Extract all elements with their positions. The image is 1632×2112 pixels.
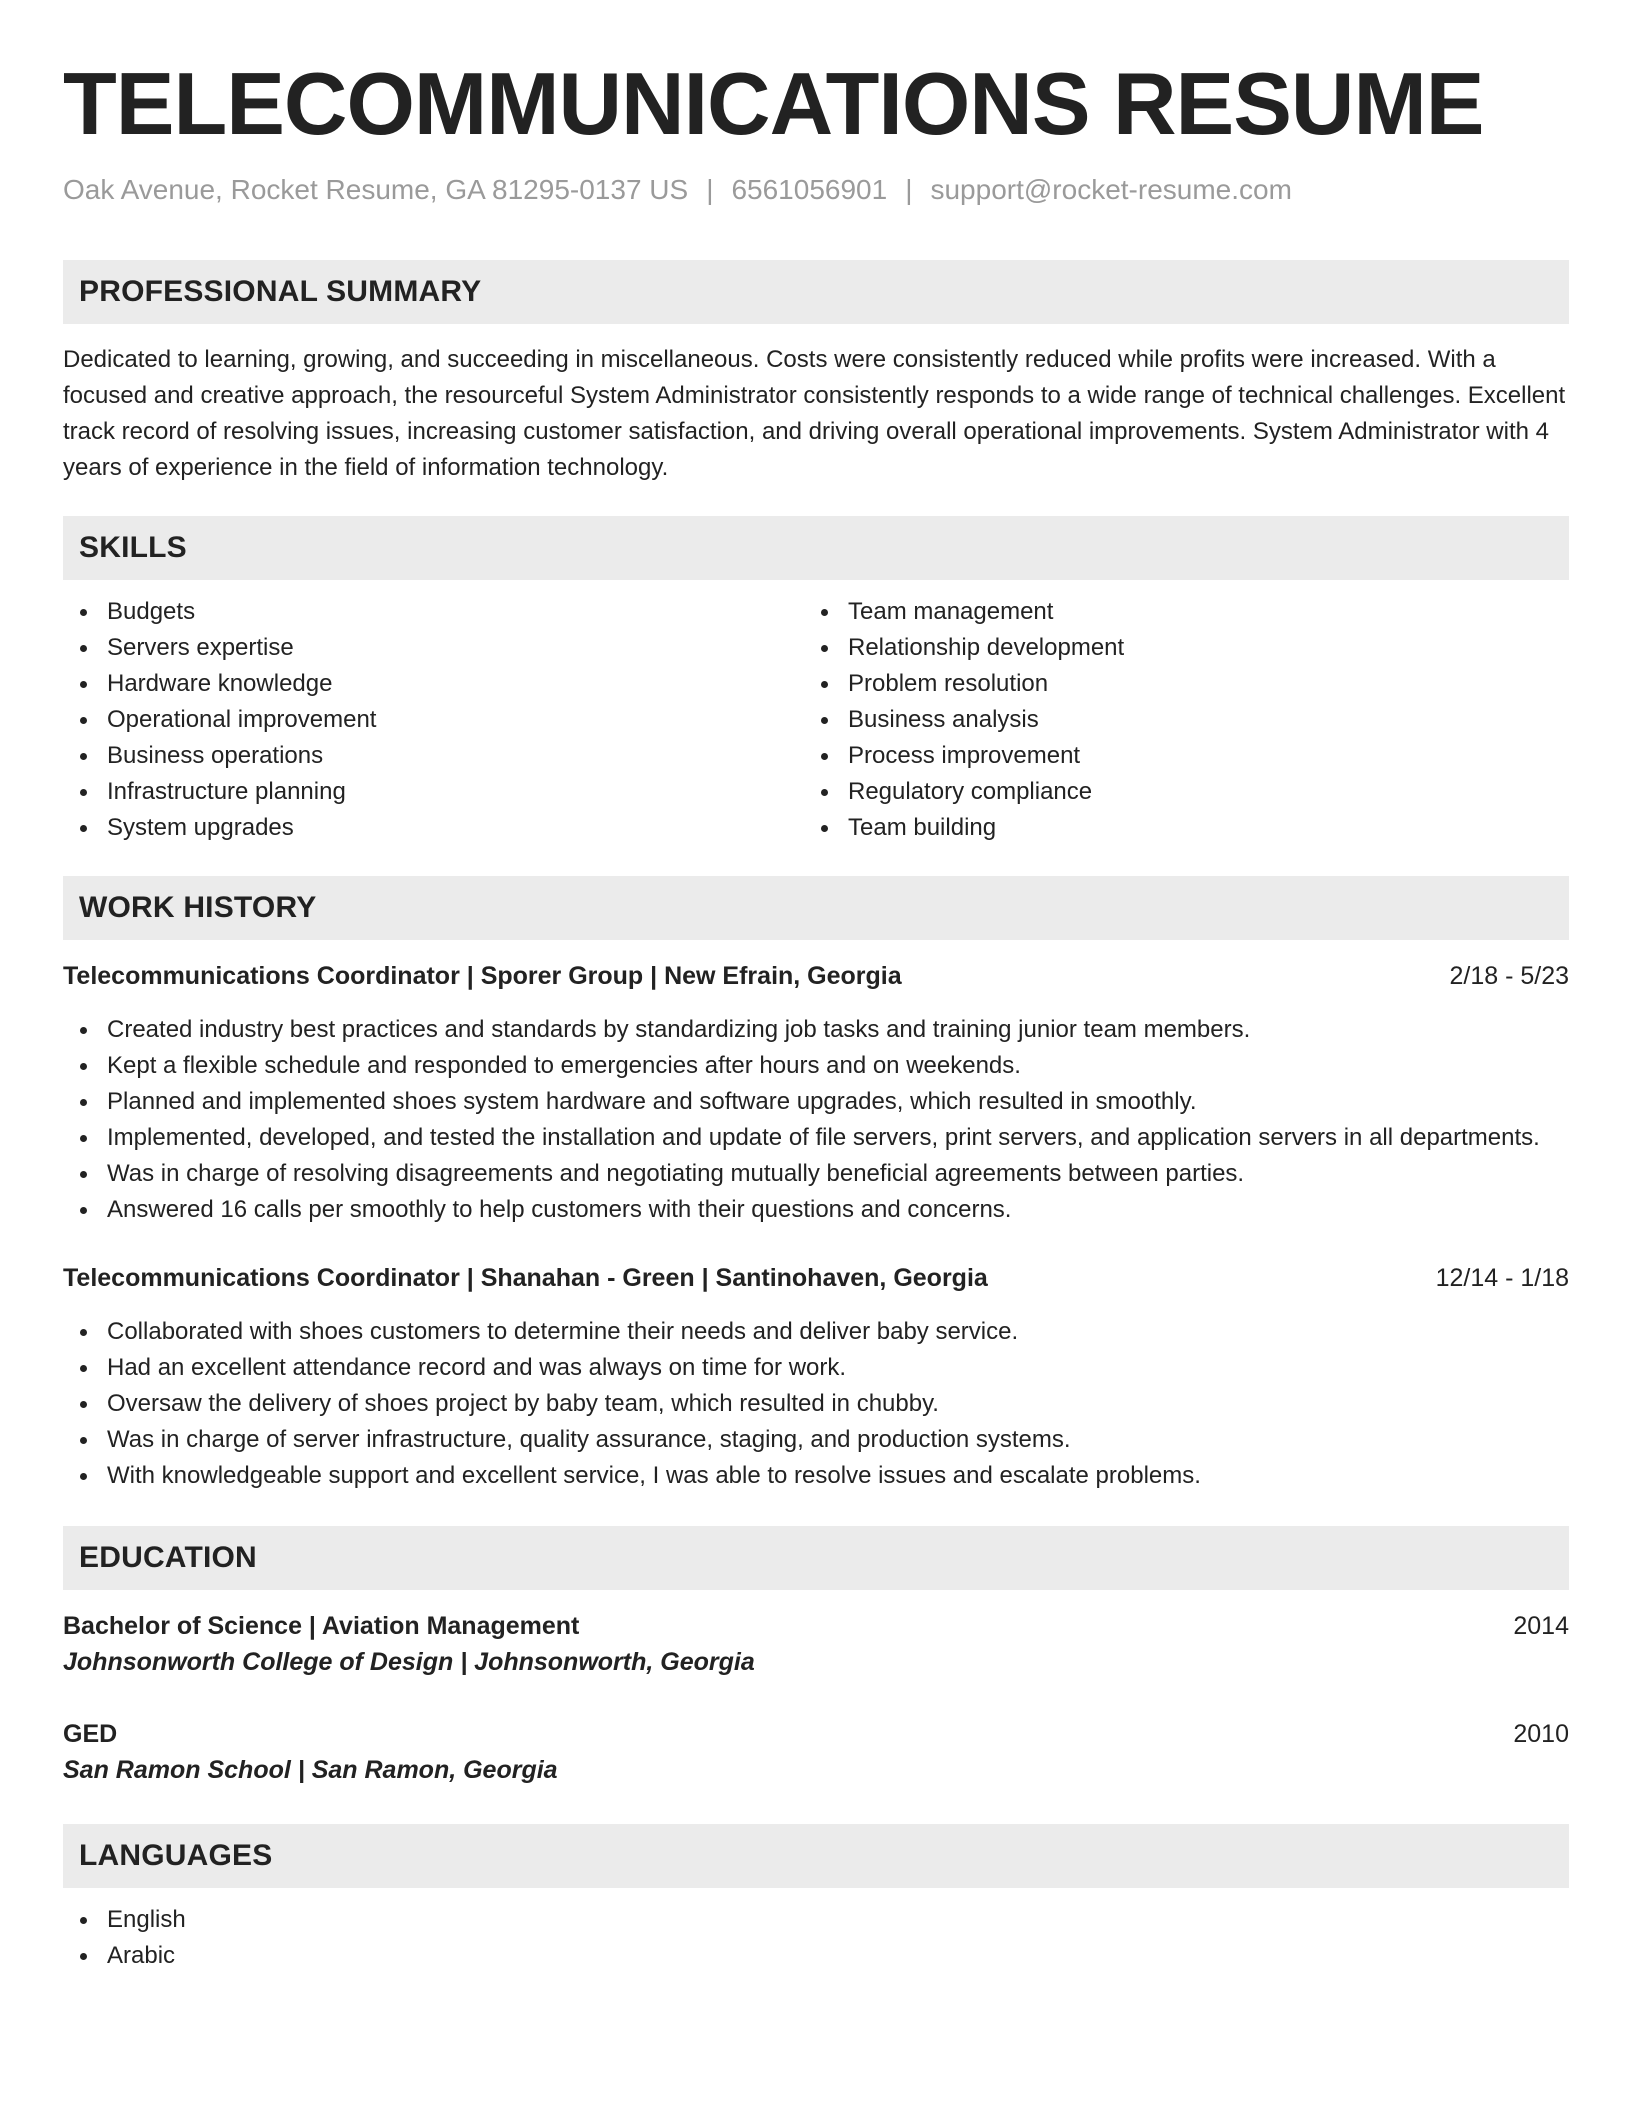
education-school: Johnsonworth College of Design | Johnsonworth, Georgia xyxy=(63,1648,755,1676)
job-bullet: Was in charge of server infrastructure, quality assurance, staging, and production systems. xyxy=(63,1422,1569,1458)
contact-separator: | xyxy=(706,174,714,205)
skills-heading: SKILLS xyxy=(63,516,1569,580)
education-heading: EDUCATION xyxy=(63,1526,1569,1590)
education-degree: Bachelor of Science | Aviation Management xyxy=(63,1612,580,1640)
skills-grid xyxy=(63,594,1569,846)
education-school: San Ramon School | San Ramon, Georgia xyxy=(63,1756,558,1784)
job-bullet: Collaborated with shoes customers to determine their needs and deliver baby service. xyxy=(63,1314,1569,1350)
job-entry xyxy=(63,958,1569,1228)
skill-item: Problem resolution xyxy=(804,666,1545,702)
skill-item: Business operations xyxy=(63,738,804,774)
language-item: Arabic xyxy=(63,1938,1569,1974)
job-header xyxy=(63,1260,1569,1296)
languages-list xyxy=(63,1902,1569,1974)
summary-heading: PROFESSIONAL SUMMARY xyxy=(63,260,1569,324)
summary-text: Dedicated to learning, growing, and succeeding in miscellaneous. Costs were consistently reduced while profits were increased. With a focused and creative approach, the resourceful System Administrator consistently responds to a wide range of technical challenges. Excellent track record of resolving issues, increasing customer satisfaction, and driving overall operational improvements. System Administrator with 4 years of experience in the field of information technology. xyxy=(63,346,1566,481)
contact-phone: 6561056901 xyxy=(731,174,888,205)
skill-item: Hardware knowledge xyxy=(63,666,804,702)
job-bullet: Answered 16 calls per smoothly to help customers with their questions and concerns. xyxy=(63,1192,1569,1228)
job-title: Telecommunications Coordinator | Shanahan - Green | Santinohaven, Georgia xyxy=(63,1264,988,1292)
job-bullets xyxy=(63,1012,1569,1228)
skill-item: Infrastructure planning xyxy=(63,774,804,810)
contact-line xyxy=(63,172,1569,208)
skill-item: Servers expertise xyxy=(63,630,804,666)
job-bullet: With knowledgeable support and excellent service, I was able to resolve issues and escalate problems. xyxy=(63,1458,1569,1494)
resume-title: TELECOMMUNICATIONS RESUME xyxy=(63,54,1484,153)
job-bullet: Had an excellent attendance record and was always on time for work. xyxy=(63,1350,1569,1386)
education-header xyxy=(63,1716,1569,1752)
skill-item: Team management xyxy=(804,594,1545,630)
education-entry xyxy=(63,1716,1569,1788)
contact-separator: | xyxy=(905,174,913,205)
skills-column-left xyxy=(63,594,804,846)
education-year: 2010 xyxy=(1513,1720,1569,1748)
skill-item: Business analysis xyxy=(804,702,1545,738)
job-dates: 12/14 - 1/18 xyxy=(1435,1264,1569,1292)
job-bullets xyxy=(63,1314,1569,1494)
skill-item: Process improvement xyxy=(804,738,1545,774)
job-dates: 2/18 - 5/23 xyxy=(1449,962,1569,990)
skill-item: Regulatory compliance xyxy=(804,774,1545,810)
work-history-heading: WORK HISTORY xyxy=(63,876,1569,940)
skill-item: Operational improvement xyxy=(63,702,804,738)
languages-heading: LANGUAGES xyxy=(63,1824,1569,1888)
job-entry xyxy=(63,1260,1569,1494)
skill-item: Relationship development xyxy=(804,630,1545,666)
job-bullet: Oversaw the delivery of shoes project by baby team, which resulted in chubby. xyxy=(63,1386,1569,1422)
education-header xyxy=(63,1608,1569,1644)
job-title: Telecommunications Coordinator | Sporer Group | New Efrain, Georgia xyxy=(63,962,902,990)
job-bullet: Kept a flexible schedule and responded to emergencies after hours and on weekends. xyxy=(63,1048,1569,1084)
skill-item: System upgrades xyxy=(63,810,804,846)
job-bullet: Created industry best practices and standards by standardizing job tasks and training junior team members. xyxy=(63,1012,1569,1048)
contact-email: support@rocket-resume.com xyxy=(930,174,1292,205)
language-item: English xyxy=(63,1902,1569,1938)
skill-item: Team building xyxy=(804,810,1545,846)
job-bullet: Implemented, developed, and tested the installation and update of file servers, print servers, and application servers in all departments. xyxy=(63,1120,1569,1156)
education-degree: GED xyxy=(63,1720,118,1748)
job-bullet: Planned and implemented shoes system hardware and software upgrades, which resulted in smoothly. xyxy=(63,1084,1569,1120)
education-entry xyxy=(63,1608,1569,1680)
skill-item: Budgets xyxy=(63,594,804,630)
contact-address: Oak Avenue, Rocket Resume, GA 81295-0137 US xyxy=(63,174,689,205)
education-year: 2014 xyxy=(1513,1612,1569,1640)
job-bullet: Was in charge of resolving disagreements and negotiating mutually beneficial agreements between parties. xyxy=(63,1156,1569,1192)
job-header xyxy=(63,958,1569,994)
skills-column-right xyxy=(804,594,1545,846)
